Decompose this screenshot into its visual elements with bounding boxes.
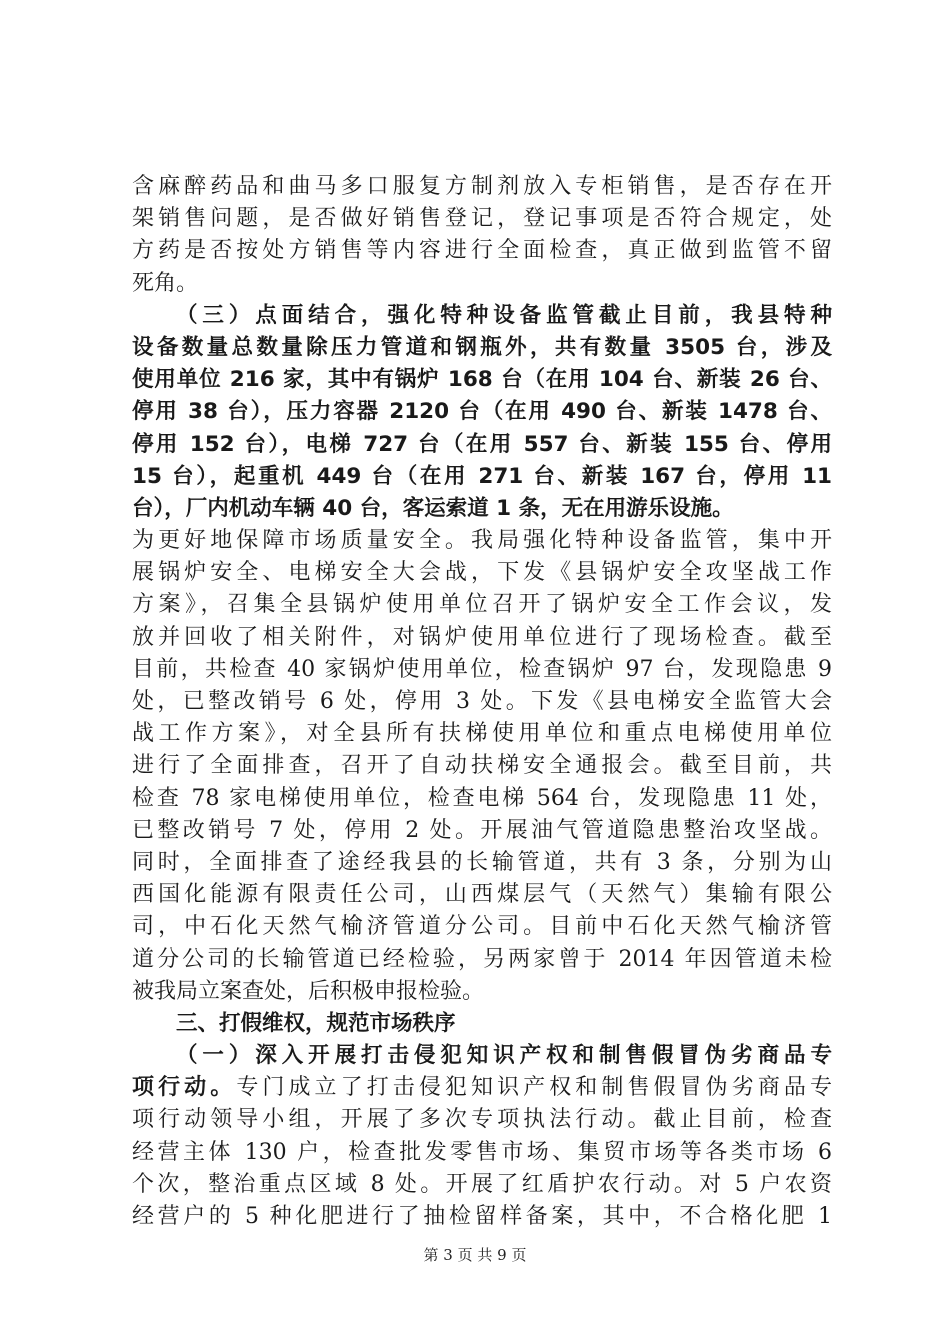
document-body — [132, 171, 832, 1233]
text-line: 含麻醉药品和曲马多口服复方制剂放入专柜销售，是否存在开 — [132, 174, 832, 199]
text-line: 经营主体 130 户，检查批发零售市场、集贸市场等各类市场 6 — [132, 1139, 832, 1165]
text-line: 停用 38 台），压力容器 2120 台（在用 490 台、新装 1478 台、 — [132, 399, 832, 425]
text-line: 个次，整治重点区域 8 处。开展了红盾护农行动。对 5 户农资 — [132, 1171, 832, 1197]
text-run: 专门成立了打击侵犯知识产权和制售假冒伪劣商品专 — [236, 1075, 832, 1101]
paragraph-2-special-equipment — [132, 300, 832, 525]
text-line: 方案》，召集全县锅炉使用单位召开了锅炉安全工作会议，发 — [132, 592, 832, 618]
text-line: 处，已整改销号 6 处，停用 3 处。下发《县电梯安全监管大会 — [132, 689, 832, 714]
text-line: 经营户的 5 种化肥进行了抽检留样备案，其中，不合格化肥 1 — [132, 1204, 832, 1229]
text-line: （一）深入开展打击侵犯知识产权和制售假冒伪劣商品专 — [176, 1043, 832, 1069]
text-line: 台），厂内机动车辆 40 台，客运索道 1 条，无在用游乐设施。 — [132, 495, 734, 521]
text-line: 同时，全面排查了途经我县的长输管道，共有 3 条，分别为山 — [132, 849, 832, 875]
paragraph-3 — [132, 525, 832, 1008]
text-line: 方药是否按处方销售等内容进行全面检查，真正做到监管不留 — [132, 238, 832, 264]
text-line: 停用 152 台），电梯 727 台（在用 557 台、新装 155 台、停用 — [132, 431, 832, 457]
text-line: 司，中石化天然气榆济管道分公司。目前中石化天然气榆济管 — [132, 914, 832, 940]
text-line: 被我局立案查处，后积极申报检验。 — [132, 978, 485, 1004]
text-line: 战工作方案》，对全县所有扶梯使用单位和重点电梯使用单位 — [132, 721, 832, 747]
text-line: 检查 78 家电梯使用单位，检查电梯 564 台，发现隐患 11 处， — [132, 785, 832, 811]
text-line: 目前，共检查 40 家锅炉使用单位，检查锅炉 97 台，发现隐患 9 — [132, 656, 832, 682]
text-line: 使用单位 216 家，其中有锅炉 168 台（在用 104 台、新装 26 台、 — [132, 367, 832, 393]
text-line: 展锅炉安全、电梯安全大会战，下发《县锅炉安全攻坚战工作 — [132, 560, 832, 586]
text-line: 西国化能源有限责任公司，山西煤层气（天然气）集输有限公 — [132, 882, 832, 908]
text-line: 放并回收了相关附件，对锅炉使用单位进行了现场检查。截至 — [132, 624, 832, 650]
paragraph-1 — [132, 171, 832, 300]
text-line: 15 台），起重机 449 台（在用 271 台、新装 167 台，停用 11 — [132, 463, 832, 489]
text-line: 道分公司的长输管道已经检验，另两家曾于 2014 年因管道未检 — [132, 946, 832, 972]
text-line-mixed — [132, 1072, 832, 1104]
text-line: （三）点面结合，强化特种设备监管截止目前，我县特种 — [176, 302, 832, 328]
text-line: 进行了全面排查，召开了自动扶梯安全通报会。截至目前，共 — [132, 753, 832, 779]
text-line: 设备数量总数量除压力管道和钢瓶外，共有数量 3505 台，涉及 — [132, 334, 832, 360]
text-line: 项行动领导小组，开展了多次专项执法行动。截止目前，检查 — [132, 1107, 832, 1133]
text-line: 死角。 — [132, 270, 199, 296]
text-line: 为更好地保障市场质量安全。我局强化特种设备监管，集中开 — [132, 528, 832, 554]
text-line: 架销售问题，是否做好销售登记，登记事项是否符合规定，处 — [132, 206, 832, 232]
bold-lead: 项行动。 — [132, 1075, 237, 1101]
section-heading: 三、打假维权，规范市场秩序 — [176, 1010, 456, 1036]
paragraph-4 — [132, 1040, 832, 1233]
page-footer: 第 3 页 共 9 页 — [423, 1246, 527, 1264]
text-line: 已整改销号 7 处，停用 2 处。开展油气管道隐患整治攻坚战。 — [132, 817, 832, 843]
